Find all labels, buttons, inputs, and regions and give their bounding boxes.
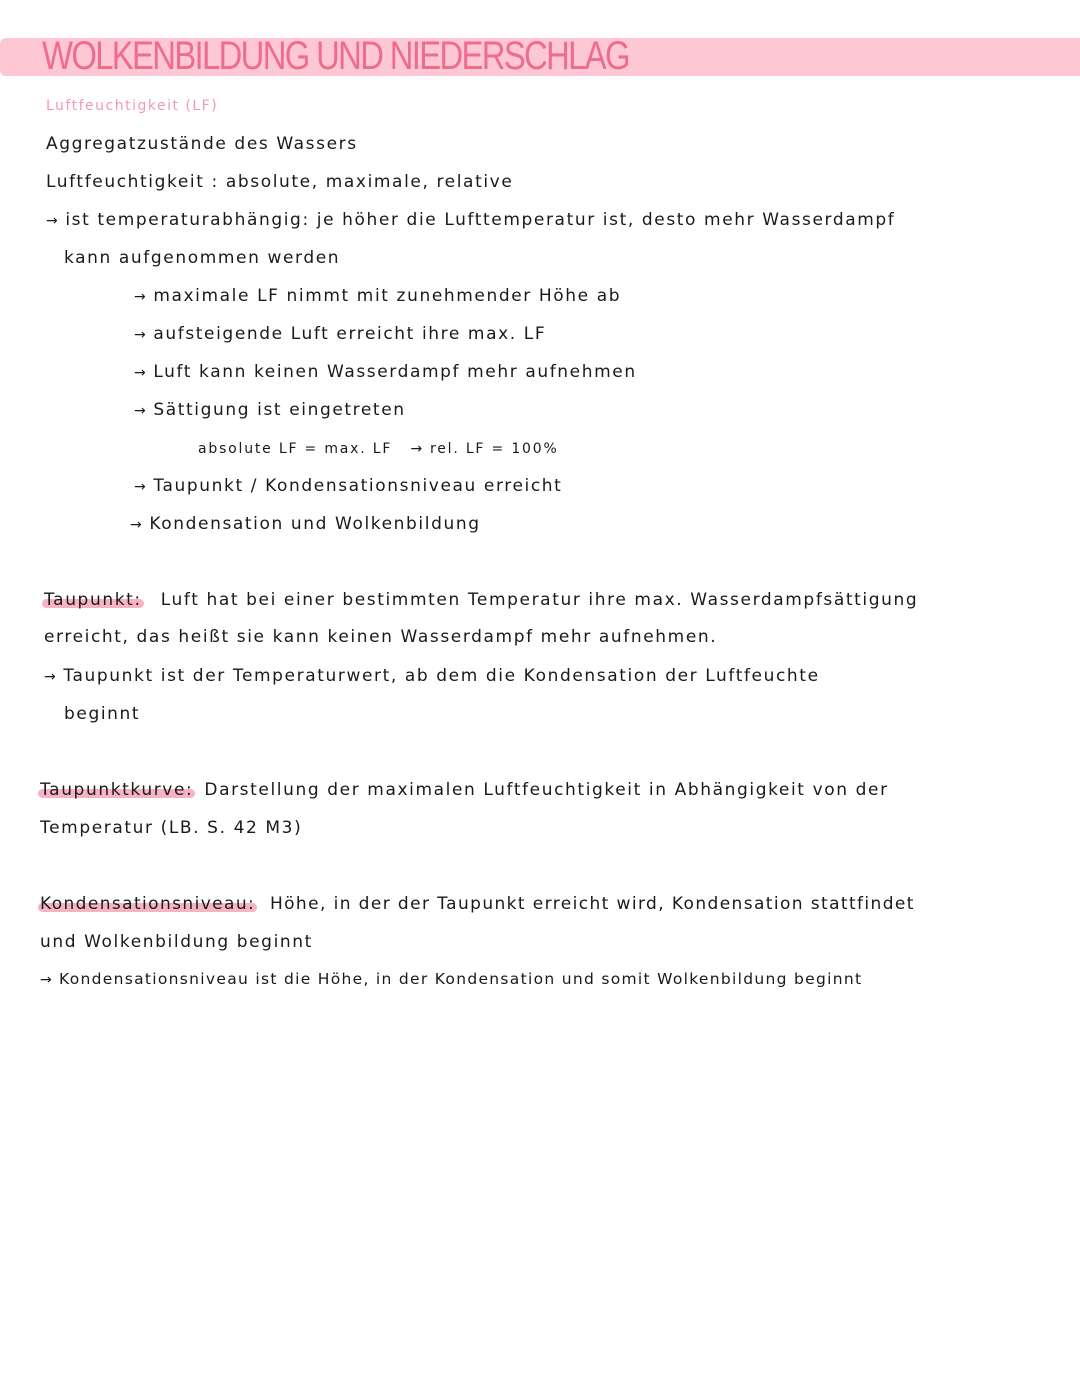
definition-kondensationsniveau: Kondensationsniveau: Höhe, in der der Taupunkt erreicht wird, Kondensation stattfindet [40, 894, 915, 914]
note-line: → Kondensationsniveau ist die Höhe, in der Kondensation und somit Wolkenbildung beginnt [40, 970, 863, 988]
arrow-right-icon: → [134, 365, 148, 381]
arrow-right-icon: → [134, 327, 148, 343]
note-line: → Kondensation und Wolkenbildung [130, 514, 481, 534]
term-highlight: Taupunktkurve: [40, 780, 194, 800]
arrow-right-icon: → [134, 479, 148, 495]
note-line: absolute LF = max. LF → rel. LF = 100% [198, 441, 559, 457]
arrow-right-icon: → [134, 289, 148, 305]
note-line: → Taupunkt ist der Temperaturwert, ab dem die Kondensation der Luftfeuchte [44, 666, 820, 686]
note-line: → maximale LF nimmt mit zunehmender Höhe ab [134, 286, 622, 306]
note-line: → Taupunkt / Kondensationsniveau erreicht [134, 476, 563, 496]
term-highlight: Taupunkt: [44, 590, 142, 610]
note-line: Luftfeuchtigkeit : absolute, maximale, relative [46, 172, 514, 192]
note-line: beginnt [64, 704, 141, 724]
term-highlight: Kondensationsniveau: [40, 894, 256, 914]
page-title: WOLKENBILDUNG UND NIEDERSCHLAG [42, 34, 629, 78]
arrow-right-icon: → [46, 213, 60, 229]
note-line: → ist temperaturabhängig: je höher die Lufttemperatur ist, desto mehr Wasserdampf [46, 210, 896, 230]
note-line: Aggregatzustände des Wassers [46, 134, 358, 154]
arrow-right-icon: → [40, 972, 54, 988]
arrow-right-icon: → [44, 669, 58, 685]
arrow-right-icon: → [410, 441, 424, 457]
section-subtitle: Luftfeuchtigkeit (LF) [46, 98, 219, 114]
note-line: → aufsteigende Luft erreicht ihre max. LF [134, 324, 547, 344]
note-line: → Sättigung ist eingetreten [134, 400, 406, 420]
note-line: und Wolkenbildung beginnt [40, 932, 313, 952]
note-line: erreicht, das heißt sie kann keinen Wasserdampf mehr aufnehmen. [44, 627, 718, 647]
arrow-right-icon: → [130, 517, 144, 533]
definition-taupunkt: Taupunkt: Luft hat bei einer bestimmten Temperatur ihre max. Wasserdampfsättigung [44, 590, 919, 610]
arrow-right-icon: → [134, 403, 148, 419]
note-line: → Luft kann keinen Wasserdampf mehr aufnehmen [134, 362, 637, 382]
note-line: Temperatur (LB. S. 42 M3) [40, 818, 303, 838]
definition-taupunktkurve: Taupunktkurve: Darstellung der maximalen Luftfeuchtigkeit in Abhängigkeit von der [40, 780, 889, 800]
note-line: kann aufgenommen werden [64, 248, 341, 268]
